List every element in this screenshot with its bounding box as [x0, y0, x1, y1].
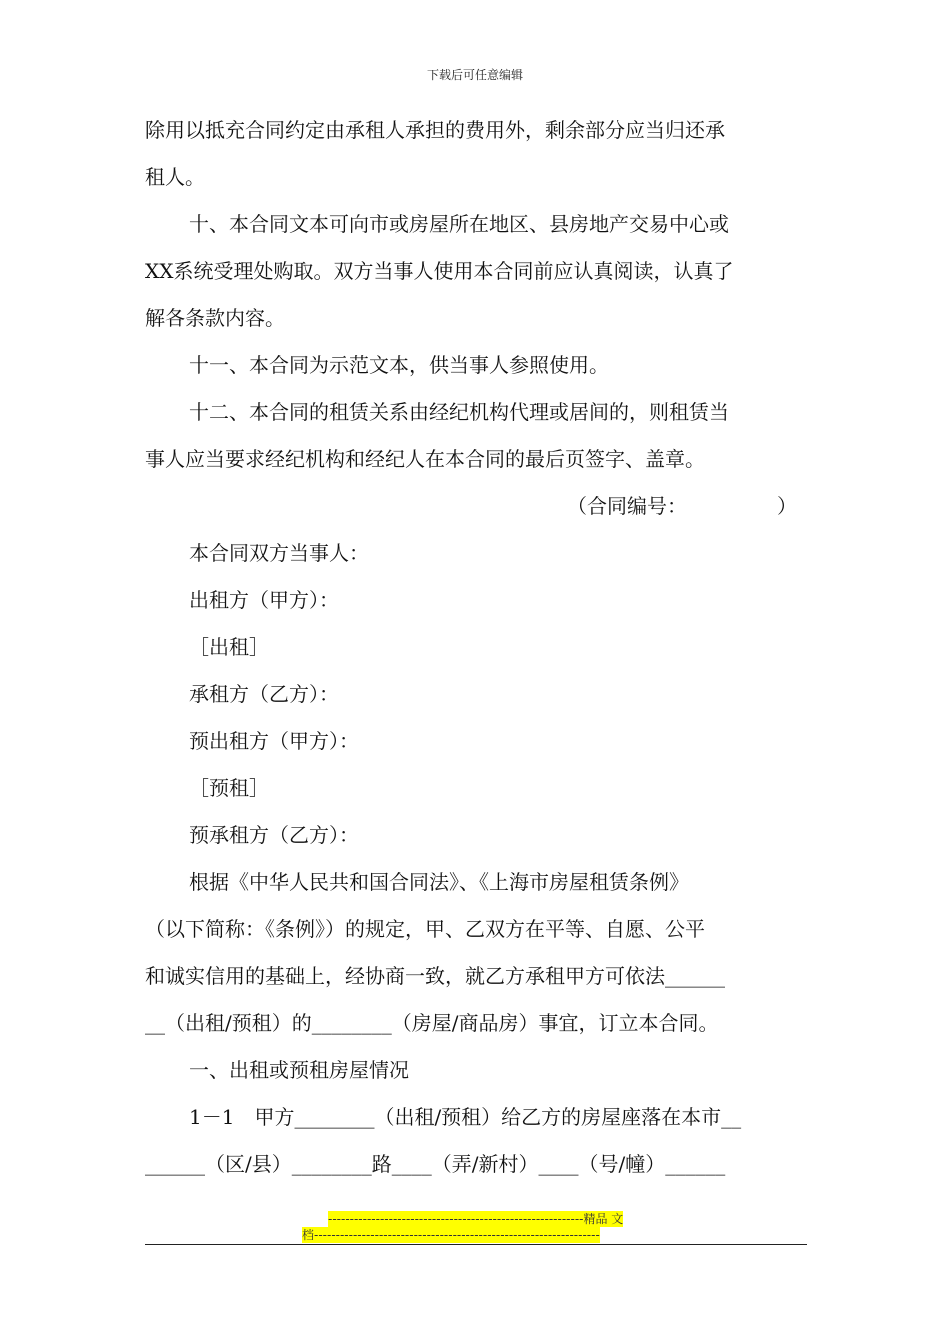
page-header: 下载后可任意编辑	[426, 68, 523, 82]
paragraph-line: __（出租/预租）的________（房屋/商品房）事宜，订立本合同。	[145, 1011, 719, 1035]
lease-type-rent: ［出租］	[189, 635, 269, 659]
parties-heading: 本合同双方当事人：	[189, 541, 369, 565]
document-body	[145, 110, 807, 1191]
lessee-label: 承租方（乙方）：	[189, 682, 339, 706]
paragraph-line: ______（区/县）________路____（弄/新村）____（号/幢）______	[145, 1152, 726, 1176]
clause-ten-line: 十、本合同文本可向市或房屋所在地区、县房地产交易中心或	[189, 212, 729, 236]
footer-highlight-line: -----------------------------------------------------------精品 文	[328, 1212, 624, 1226]
paragraph-line: 租人。	[145, 165, 205, 189]
preamble-line: 根据《中华人民共和国合同法》、《上海市房屋租赁条例》	[189, 870, 689, 894]
pre-lessor-label: 预出租方（甲方）：	[189, 729, 359, 753]
contract-number: （合同编号： ）	[567, 494, 797, 518]
lessor-label: 出租方（甲方）：	[189, 588, 339, 612]
footer-note	[302, 1211, 662, 1243]
paragraph-line: （以下简称：《条例》）的规定，甲、乙双方在平等、自愿、公平	[145, 917, 705, 941]
paragraph-line: XX系统受理处购取。双方当事人使用本合同前应认真阅读，认真了	[145, 259, 734, 283]
clause-twelve-line: 十二、本合同的租赁关系由经纪机构代理或居间的，则租赁当	[189, 400, 729, 424]
clause-eleven-line: 十一、本合同为示范文本，供当事人参照使用。	[189, 353, 609, 377]
footer-divider	[145, 1244, 807, 1245]
pre-lessee-label: 预承租方（乙方）：	[189, 823, 359, 847]
paragraph-line: 和诚实信用的基础上，经协商一致，就乙方承租甲方可依法______	[145, 964, 725, 988]
paragraph-line: 除用以抵充合同约定由承租人承担的费用外，剩余部分应当归还承	[145, 118, 725, 142]
paragraph-line: 事人应当要求经纪机构和经纪人在本合同的最后页签字、盖章。	[145, 447, 705, 471]
paragraph-line: 解各条款内容。	[145, 306, 285, 330]
footer-highlight-line: 档------------------------------------------------------------------	[302, 1228, 600, 1242]
section-one-heading: 一、出租或预租房屋情况	[189, 1058, 409, 1082]
clause-1-1-line: 1－1 甲方________（出租/预租）给乙方的房屋座落在本市__	[189, 1105, 742, 1129]
lease-type-prerent: ［预租］	[189, 776, 269, 800]
